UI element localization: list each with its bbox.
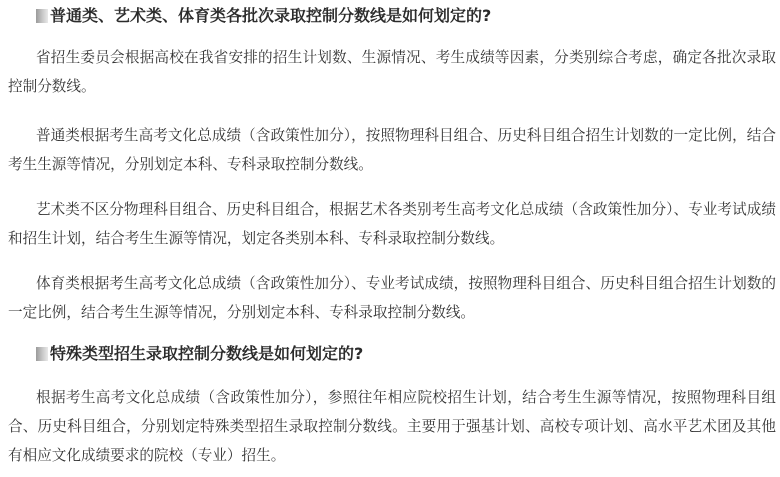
section-heading — [36, 5, 491, 27]
paragraph: 普通类根据考生高考文化总成绩（含政策性加分），按照物理科目组合、历史科目组合招生计划数的一定比例，结合考生生源等情况，分别划定本科、专科录取控制分数线。 — [8, 127, 776, 173]
section-heading-text: 特殊类型招生录取控制分数线是如何划定的? — [50, 344, 364, 363]
heading-marker-icon — [36, 347, 48, 361]
paragraph: 体育类根据考生高考文化总成绩（含政策性加分）、专业考试成绩，按照物理科目组合、历史科目组合招生计划数的一定比例，结合考生生源等情况，分别划定本科、专科录取控制分数线。 — [8, 275, 776, 321]
paragraph: 根据考生高考文化总成绩（含政策性加分），参照往年相应院校招生计划，结合考生生源等情况，按照物理科目组合、历史科目组合，分别划定特殊类型招生录取控制分数线。主要用于强基计划、高校专项计划、高水平艺术团及其他有相应文化成绩要求的院校（专业）招生。 — [8, 389, 776, 464]
section-heading-text: 普通类、艺术类、体育类各批次录取控制分数线是如何划定的? — [50, 6, 492, 25]
heading-marker-icon — [36, 9, 48, 23]
section-heading — [36, 343, 363, 365]
paragraph: 艺术类不区分物理科目组合、历史科目组合，根据艺术各类别考生高考文化总成绩（含政策性加分）、专业考试成绩和招生计划，结合考生生源等情况，划定各类别本科、专科录取控制分数线。 — [8, 201, 776, 247]
paragraph: 省招生委员会根据高校在我省安排的招生计划数、生源情况、考生成绩等因素，分类别综合考虑，确定各批次录取控制分数线。 — [8, 49, 776, 95]
